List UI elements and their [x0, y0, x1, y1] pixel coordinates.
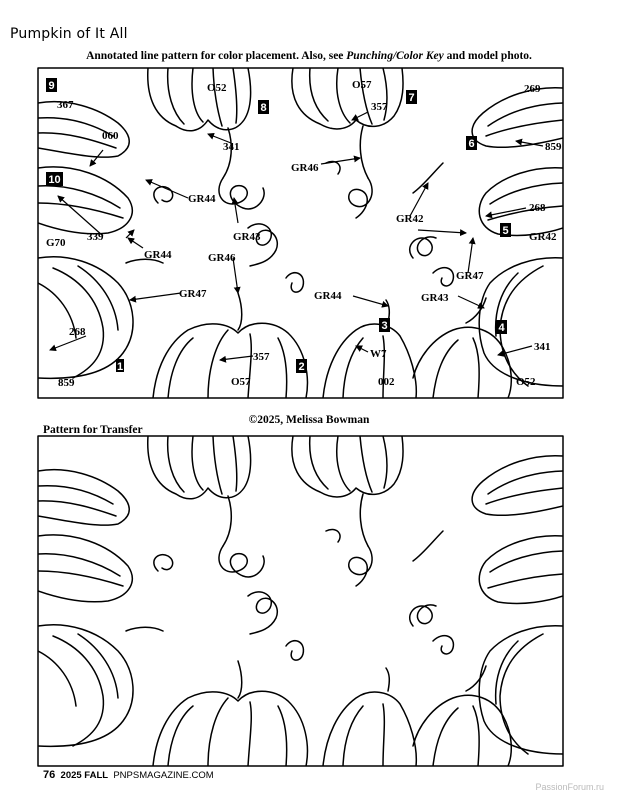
copyright: ©2025, Melissa Bowman	[248, 414, 370, 426]
label-339: 339	[87, 231, 104, 243]
region-6: 6	[468, 138, 475, 150]
region-1: 1	[116, 361, 124, 373]
label-gr44-left: GR44	[144, 249, 172, 261]
region-4: 4	[498, 322, 505, 334]
label-268-left: 268	[69, 326, 86, 338]
subtitle-text: Annotated line pattern for color placement. Also, see	[86, 50, 347, 62]
label-859-lower: 859	[58, 377, 75, 389]
label-w7: W7	[370, 348, 387, 360]
label-g70: G70	[46, 237, 66, 249]
label-gr43: GR43	[233, 231, 261, 243]
label-gr47: GR47	[179, 288, 207, 300]
label-o57-lower: O57	[231, 376, 251, 388]
label-gr43-right: GR43	[421, 292, 449, 304]
page-title: Pumpkin of It All	[10, 26, 128, 42]
transfer-pattern	[38, 436, 563, 766]
label-o52: O52	[207, 82, 227, 94]
label-gr44: GR44	[188, 193, 216, 205]
region-2: 2	[298, 361, 305, 373]
label-357-lower: 357	[253, 351, 270, 363]
page-footer	[43, 769, 214, 781]
subtitle-text-end: and model photo.	[443, 50, 532, 62]
label-gr42: GR42	[396, 213, 424, 225]
label-o57: O57	[352, 79, 372, 91]
label-gr46: GR46	[291, 162, 319, 174]
label-o52-lower: O52	[516, 376, 536, 388]
region-7: 7	[408, 92, 415, 104]
color-labels	[46, 79, 562, 389]
page-number: 76	[43, 769, 56, 781]
magazine-site: PNPSMAGAZINE.COM	[113, 770, 214, 781]
label-341: 341	[223, 141, 240, 153]
label-060: 060	[102, 130, 119, 142]
transfer-label: Pattern for Transfer	[43, 424, 143, 436]
label-268: 268	[529, 202, 546, 214]
label-357: 357	[371, 101, 388, 113]
label-gr47-right: GR47	[456, 270, 484, 282]
label-341-right: 341	[534, 341, 551, 353]
region-9: 9	[48, 80, 55, 92]
label-002: 002	[378, 376, 395, 388]
label-gr44-center: GR44	[314, 290, 342, 302]
issue-season: 2025 FALL	[60, 770, 109, 781]
region-10: 10	[48, 174, 61, 186]
label-gr46-lower: GR46	[208, 252, 236, 264]
watermark: PassionForum.ru	[535, 782, 604, 792]
label-269: 269	[524, 83, 541, 95]
subtitle-emphasis: Punching/Color Key	[346, 50, 444, 62]
region-3: 3	[381, 320, 388, 332]
region-8: 8	[260, 102, 267, 114]
region-5: 5	[502, 225, 509, 237]
label-859: 859	[545, 141, 562, 153]
label-367: 367	[57, 99, 74, 111]
label-gr42-right: GR42	[529, 231, 557, 243]
